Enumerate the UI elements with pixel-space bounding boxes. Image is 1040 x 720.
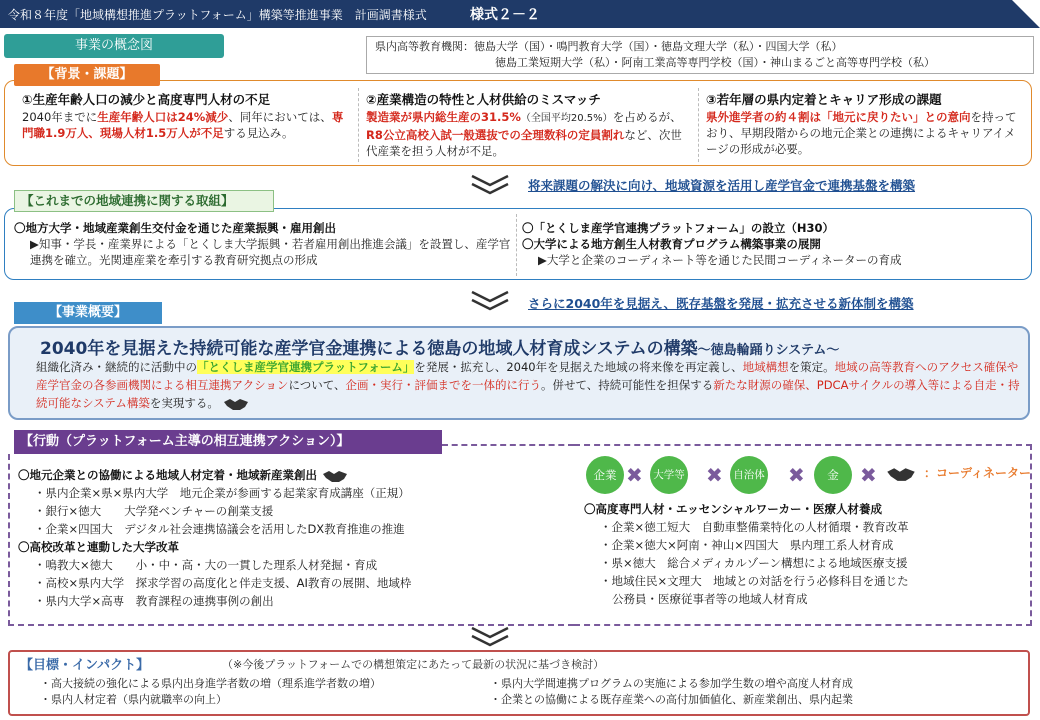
list-item: ・県内大学間連携プログラムの実施による参加学生数の増や高度人材育成	[490, 677, 853, 690]
past-separator	[516, 214, 517, 276]
past-initiatives-label: 【これまでの地域連携に関する取組】	[14, 190, 274, 212]
handshake-icon	[321, 469, 349, 483]
past-initiative-left	[14, 220, 514, 268]
list-item: ・高校×県内大学 探求学習の高度化と伴走支援、AI教育の展開、地域枠	[34, 576, 412, 590]
cross-icon: ✖	[788, 463, 805, 487]
issue-2-title: ②産業構造の特性と人材供給のミスマッチ	[366, 92, 601, 107]
action-right-list	[584, 500, 1030, 608]
action-label: 【行動（プラットフォーム主導の相互連携アクション）】	[14, 430, 442, 454]
institutions-line-1: 県内高等教育機関：徳島大学（国）・鳴門教育大学（国）・徳島文理大学（私）・四国大学（私）	[375, 40, 843, 53]
past-right-title-2: 〇大学による地方創生人材教育プログラム構築事業の展開	[522, 237, 821, 251]
list-item: ・県×徳大 総合メディカルゾーン構想による地域医療支援	[600, 556, 908, 570]
actor-circle-finance: 金	[814, 456, 852, 494]
list-item: ・県内大学×高専 教育課程の連携事例の創出	[34, 594, 274, 608]
actor-circle-university: 大学等	[650, 456, 688, 494]
concept-tab: 事業の概念図	[4, 34, 224, 58]
issue-separator	[358, 88, 359, 162]
issue-1-body: 2040年までに生産年齢人口は24%減少、同年においては、専門職1.9万人、現場人材1.5万人が不足する見込み。	[22, 110, 344, 140]
goals-right-list	[490, 676, 1020, 708]
past-right-title-1: 〇「とくしま産学官連携プラットフォーム」の設立（H30）	[522, 221, 834, 235]
action-frame-top	[442, 444, 574, 446]
action-left-list	[18, 466, 570, 610]
chevron-down-icon	[470, 626, 510, 648]
chevron-down-icon	[470, 174, 510, 196]
overview-title: 2040年を見据えた持続可能な産学官金連携による徳島の地域人材育成システムの構築～徳島輪踊りシステム～	[40, 339, 840, 359]
handshake-icon	[223, 397, 249, 411]
actor-circle-company: 企業	[586, 456, 624, 494]
cross-icon: ✖	[626, 463, 643, 487]
list-item: ・企業との協働による既存産業への高付加価値化、新産業創出、県内起業	[490, 693, 853, 706]
issue-separator	[698, 88, 699, 162]
actor-circle-municipality: 自治体	[730, 456, 768, 494]
issue-3-body: 県外進学者の約４割は「地元に戻りたい」との意向を持っており、早期段階からの地元企業との連携によるキャリアイメージの形成が必要。	[706, 110, 1017, 156]
coordinator-label: ：コーディネーター	[924, 466, 1032, 480]
list-item: 公務員・医療従事者等の地域人材育成	[612, 592, 808, 606]
cross-icon: ✖	[706, 463, 723, 487]
issue-3-title: ③若年層の県内定着とキャリア形成の課題	[706, 92, 942, 107]
goals-left-list	[40, 676, 480, 708]
transition-text-2: さらに2040年を見据え、既存基盤を発展・拡充させる新体制を構築	[528, 296, 914, 311]
list-item: ・企業×徳大×阿南・神山×四国大 県内理工系人材育成	[600, 538, 894, 552]
form-style-label: 様式２－２	[470, 7, 540, 23]
action-heading-3: 〇高度専門人材・エッセンシャルワーカー・医療人材養成	[584, 502, 883, 516]
overview-body: 組織化済み・継続的に活動中の「とくしま産学官連携プラットフォーム」を発展・拡充し、2040年を見据えた地域の将来像を再定義し、地域構想を策定。地域の高等教育へのアクセス確保や産学官金の各参画機関による相互連携アクションについて、企画・実行・評価までを一体的に行う。併せて、持続可能性を担保する新たな財源の確保、PDCAサイクルの導入等による自走・持続可能なシステム構築を実現する。	[36, 360, 1020, 410]
goals-label: 【目標・インパクト】	[20, 658, 150, 673]
past-right-body: ▶大学と企業のコーディネート等を通じた民間コーディネーターの育成	[538, 253, 902, 267]
list-item: ・銀行×徳大 大学発ベンチャーの創業支援	[34, 504, 274, 518]
background-issue-3	[706, 92, 1026, 162]
background-issue-2	[366, 92, 686, 162]
goals-note: （※今後プラットフォームでの構想策定にあたって最新の状況に基づき検討）	[222, 658, 605, 671]
overview-label: 【事業概要】	[14, 302, 162, 324]
list-item: ・鳴教大×徳大 小・中・高・大の一貫した理系人材発掘・育成	[34, 558, 378, 572]
past-left-body: ▶知事・学長・産業界による「とくしま大学振興・若者雇用創出推進会議」を設置し、産学官連携を確立。光関連産業を牽引する教育研究拠点の形成	[30, 237, 511, 267]
list-item: ・高大接続の強化による県内出身進学者数の増（理系進学者数の増）	[40, 677, 381, 690]
document-title: 令和８年度「地域構想推進プラットフォーム」構築等推進事業 計画調書様式	[8, 8, 427, 22]
issue-1-title: ①生産年齢人口の減少と高度専門人材の不足	[22, 92, 271, 107]
background-issue-1	[22, 92, 352, 162]
action-heading-2: 〇高校改革と連動した大学改革	[18, 540, 179, 554]
action-heading-1: 〇地元企業との協働による地域人材定着・地域新産業創出	[18, 466, 570, 484]
transition-text-1: 将来課題の解決に向け、地域資源を活用し産学官金で連携基盤を構築	[528, 178, 916, 193]
header-corner-cut	[1012, 0, 1040, 28]
institutions-line-2: 徳島工業短期大学（私）・阿南工業高等専門学校（国）・神山まるごと高等専門学校（私）	[495, 56, 935, 69]
cross-icon: ✖	[860, 463, 877, 487]
issue-2-body: 製造業が県内総生産の31.5%（全国平均20.5%）を占めるが、R8公立高校入試一般選抜での全理数科の定員割れなど、次世代産業を担う人材が不足。	[366, 110, 682, 158]
list-item: ・企業×四国大 デジタル社会連携協議会を活用したDX教育推進の推進	[34, 522, 405, 536]
list-item: ・県内人材定着（県内就職率の向上）	[40, 693, 227, 706]
handshake-icon	[886, 466, 916, 482]
list-item: ・企業×徳工短大 自動車整備業特化の人材循環・教育改革	[600, 520, 909, 534]
chevron-down-icon	[470, 290, 510, 312]
background-label: 【背景・課題】	[14, 64, 160, 86]
past-left-title: 〇地方大学・地域産業創生交付金を通じた産業振興・雇用創出	[14, 221, 336, 235]
institutions-box	[366, 36, 1034, 74]
list-item: ・県内企業×県×県内大学 地元企業が参画する起業家育成講座（正規）	[34, 486, 410, 500]
list-item: ・地域住民×文理大 地域との対話を行う必修科目を通じた	[600, 574, 909, 588]
past-initiative-right	[522, 220, 1022, 268]
